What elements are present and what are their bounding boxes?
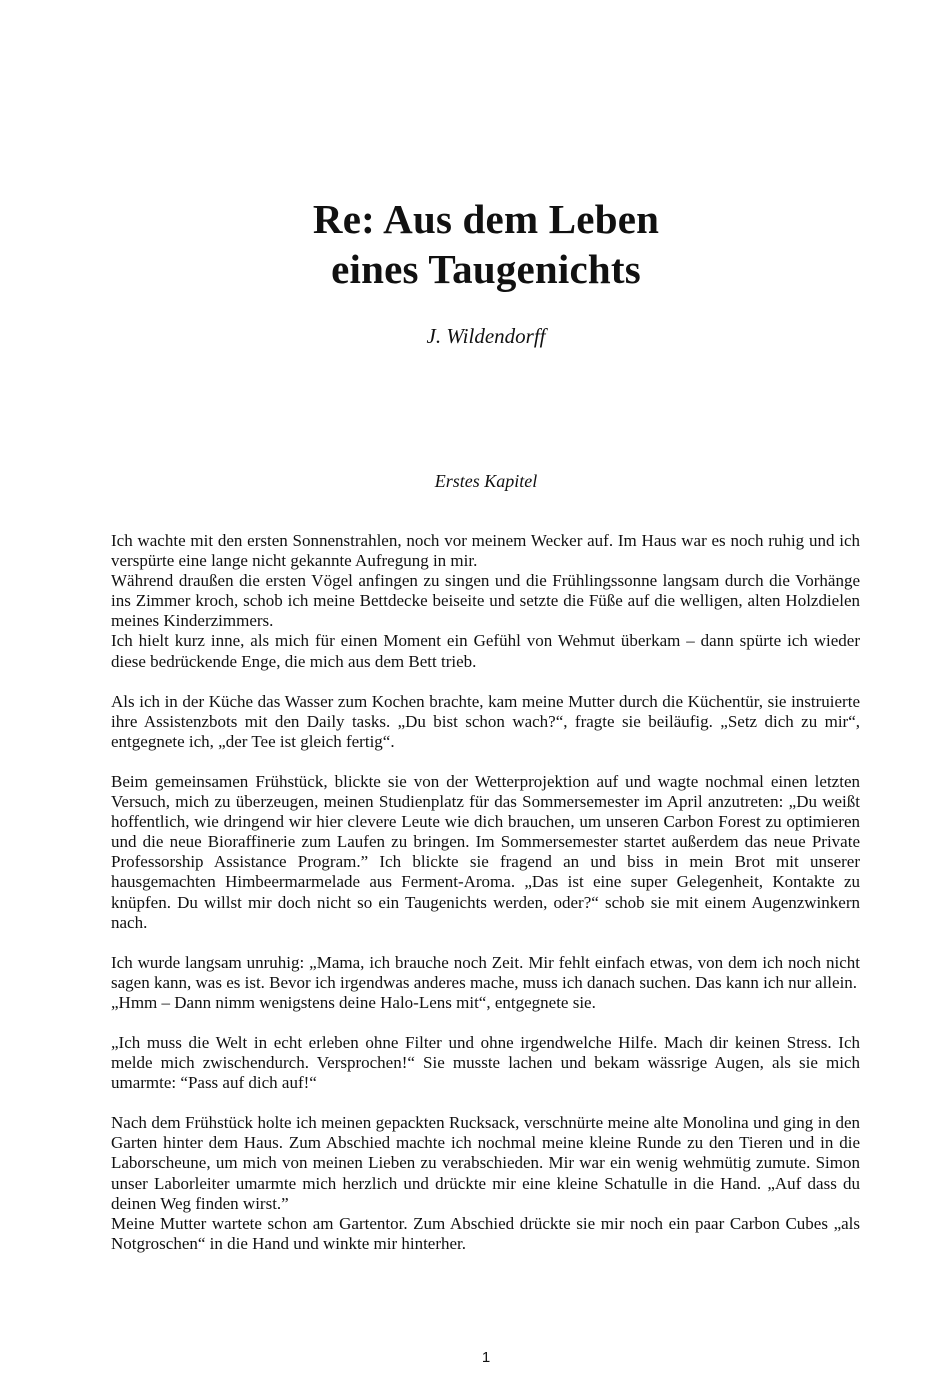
page-number: 1: [481, 1349, 491, 1366]
paragraph: [111, 1113, 860, 1254]
body-text: [111, 531, 860, 1274]
paragraph-line: Ich wurde langsam unruhig: „Mama, ich brauche noch Zeit. Mir fehlt einfach etwas, von dem ich noch nicht sagen kann, was es ist. Bevor ich irgendwas anderes mache, muss ich danach suchen. Das kann ich nur allein.: [111, 952, 860, 992]
paragraph-line: Meine Mutter wartete schon am Gartentor. Zum Abschied drückte sie mir noch ein paar Carbon Cubes „als Notgroschen“ in die Hand und winkte mir hinterher.: [111, 1213, 860, 1253]
chapter-heading: Erstes Kapitel: [434, 471, 538, 491]
paragraph-line: Ich hielt kurz inne, als mich für einen Moment ein Gefühl von Wehmut überkam – dann spürte ich wieder diese bedrückende Enge, die mich aus dem Bett trieb.: [111, 631, 860, 671]
paragraph-line: „Ich muss die Welt in echt erleben ohne Filter und ohne irgendwelche Hilfe. Mach dir keinen Stress. Ich melde mich zwischendurch. Versprochen!“ Sie musste lachen und bekam wässrige Augen, als sie mich umarmte: “Pass auf dich auf!“: [111, 1032, 860, 1093]
paragraph: [111, 692, 860, 752]
title-line-1: Re: Aus dem Leben: [312, 196, 660, 242]
paragraph-line: Ich wachte mit den ersten Sonnenstrahlen, noch vor meinem Wecker auf. Im Haus war es noch ruhig und ich verspürte eine lange nicht gekannte Aufregung in mir.: [111, 531, 860, 571]
paragraph: [111, 531, 860, 672]
paragraph: [111, 1033, 860, 1093]
author-name: J. Wildendorff: [426, 324, 546, 348]
paragraph-line: Beim gemeinsamen Frühstück, blickte sie von der Wetterprojektion auf und wagte nochmal einen letzten Versuch, mich zu überzeugen, meinen Studienplatz für das Sommersemester im April anzutreten: „Du weißt hoffentlich, wie dringend wir hier clevere Leute wie dich brauchen, um unseren Carbon Forest zu optimieren und die neue Bioraffinerie zum Laufen zu bringen. Im Sommersemester startet außerdem das neue Private Professorship Assistance Program.” Ich blickte sie fragend an und biss in mein Brot mit unserer hausgemachten Himbeermarmelade aus Ferment-Aroma. „Das ist eine super Gelegenheit, Kontakte zu knüpfen. Du willst mir doch nicht so ein Taugenichts werden, oder?“ schob sie mit einem Augenzwinkern nach.: [111, 771, 860, 932]
paragraph-line: Während draußen die ersten Vögel anfingen zu singen und die Frühlingssonne langsam durch die Vorhänge ins Zimmer kroch, schob ich meine Bettdecke beiseite und setzte die Füße auf die welligen, alten Holzdielen meines Kinderzimmers.: [111, 571, 860, 631]
paragraph: [111, 772, 860, 933]
paragraph-line: „Hmm – Dann nimm wenigstens deine Halo-Lens mit“, entgegnete sie.: [111, 992, 596, 1012]
paragraph-line: Als ich in der Küche das Wasser zum Kochen brachte, kam meine Mutter durch die Küchentür, sie instruierte ihre Assistenzbots mit den Daily tasks. „Du bist schon wach?“, fragte sie beiläufig. „Setz dich zu mir“, entgegnete ich, „der Tee ist gleich fertig“.: [111, 691, 860, 751]
document-title: [0, 194, 950, 294]
paragraph-line: Nach dem Frühstück holte ich meinen gepackten Rucksack, verschnürte meine alte Monolina und ging in den Garten hinter dem Haus. Zum Abschied machte ich nochmal meine kleine Runde zu den Tieren und in die Laborscheune, um mich von meinen Lieben zu verabschieden. Mir war ein wenig wehmütig zumute. Simon unser Laborleiter umarmte mich herzlich und drückte mir eine kleine Schatulle in die Hand. „Auf dass du deinen Weg finden wirst.”: [111, 1113, 860, 1213]
title-line-2: eines Taugenichts: [331, 246, 641, 292]
paragraph: [111, 953, 860, 1013]
